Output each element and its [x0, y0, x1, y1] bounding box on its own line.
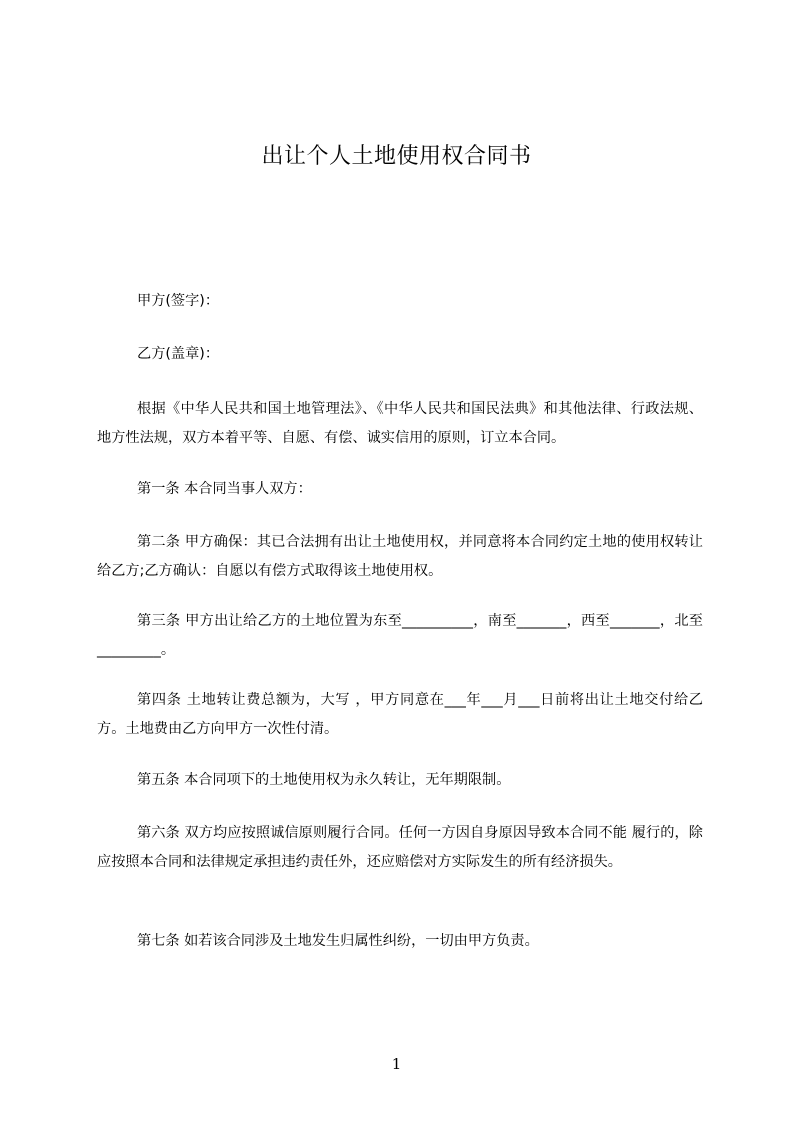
article-6: 第六条 双方均应按照诚信原则履行合同。任何一方因自身原因导致本合同不能 履行的，除应按照本合同和法律规定承担违约责任外，还应赔偿对方实际发生的所有经济损失。 — [97, 825, 703, 870]
article-7: 第七条 如若该合同涉及土地发生归属性纠纷，一切由甲方负责。 — [137, 933, 539, 949]
article-4: 第四条 土地转让费总额为，大写 ，甲方同意在___年___月___日前将出让土地交付给乙方。土地费由乙方向甲方一次性付清。 — [97, 692, 703, 737]
preamble-paragraph: 根据《中华人民共和国土地管理法》、《中华人民共和国民法典》和其他法律、行政法规、地方性法规，双方本着平等、自愿、有偿、诚实信用的原则，订立本合同。 — [97, 401, 703, 446]
article-2: 第二条 甲方确保：其已合法拥有出让土地使用权，并同意将本合同约定土地的使用权转让给乙方;乙方确认：自愿以有偿方式取得该土地使用权。 — [97, 534, 703, 579]
party-a-signature-line: 甲方(签字)： — [137, 293, 220, 309]
article-5: 第五条 本合同项下的土地使用权为永久转让，无年期限制。 — [137, 772, 511, 788]
page-number: 1 — [391, 1055, 402, 1073]
article-3: 第三条 甲方出让给乙方的土地位置为东至__________，南至_______，西至_______，北至_________。 — [97, 613, 703, 658]
party-b-seal-line: 乙方(盖章)： — [137, 346, 220, 362]
document-title: 出让个人土地使用权合同书 — [261, 144, 532, 169]
article-1: 第一条 本合同当事人双方： — [137, 481, 312, 497]
